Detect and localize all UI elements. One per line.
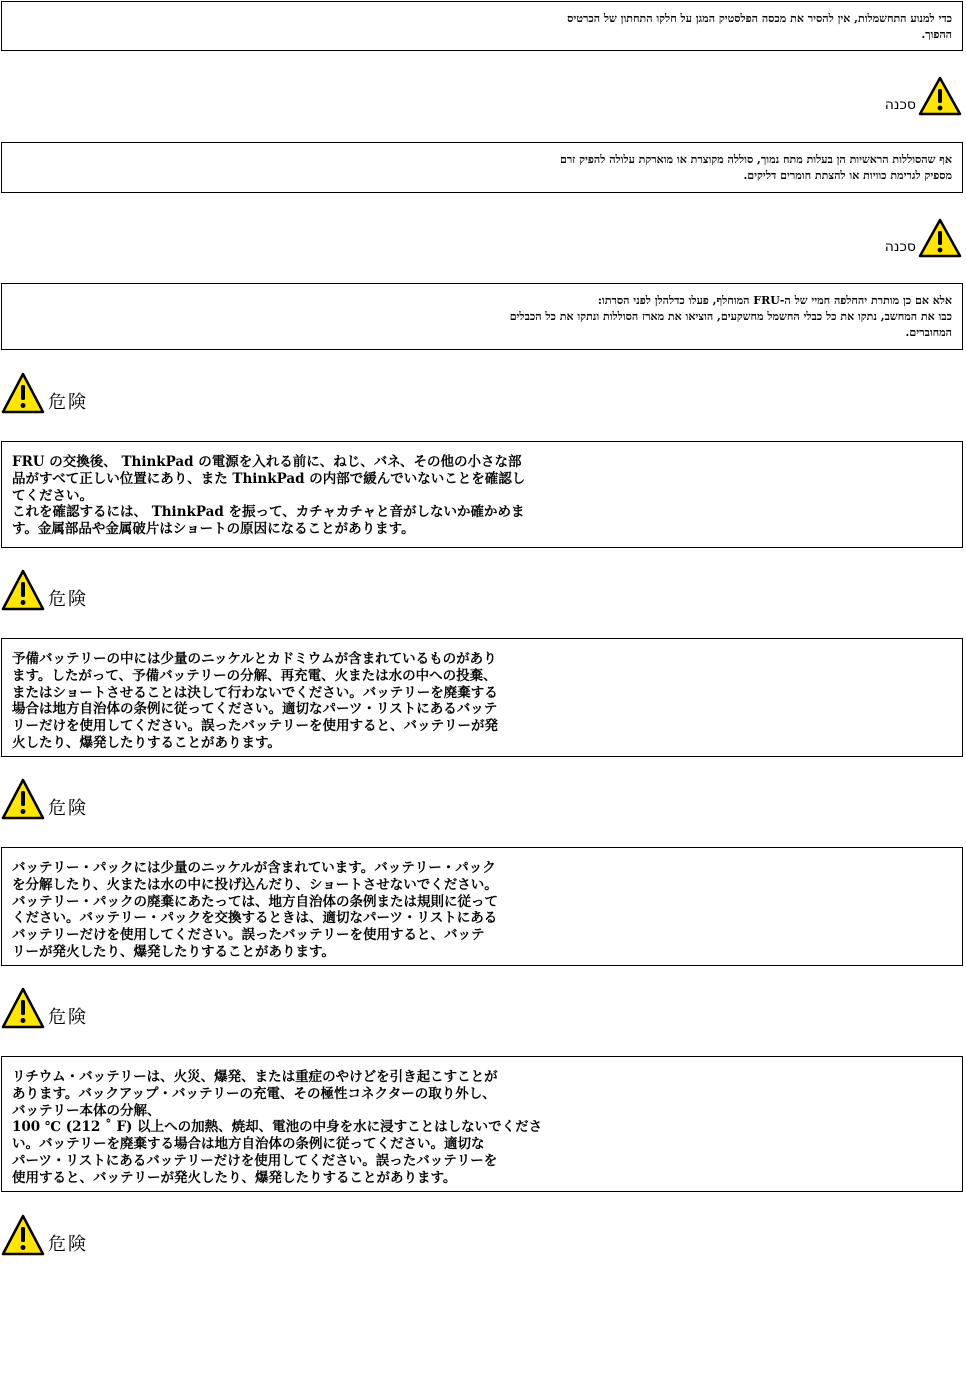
notice-line: כבו את המחשב, נתקו את כל כבלי החשמל מחשקעים, הוציאו את מארז הסוללות ונתקו את כל הכבלים [509, 310, 952, 323]
notice-line: אלא אם כן מותרת יהחלפה חמיי של ה-FRU המוחלף, פעלו כדלהלן לפני הסרתו: [597, 294, 952, 307]
danger-label: 危険 [48, 392, 88, 413]
notice-line: אף שהסוללות הראשיות הן בעלות מתח נמוך, סוללה מקוצרת או מוארקת עלולה להפיק זרם [559, 153, 952, 166]
danger-heading-he-2 [885, 218, 962, 258]
notice-line: てください。 [12, 487, 93, 504]
notice-line: リチウム・バッテリーは、火災、爆発、または重症のやけどを引き起こすことが [12, 1069, 498, 1085]
warning-triangle-icon [1, 569, 45, 611]
notice-line: 品がすべて正しい位置にあり、また ThinkPad の内部で緩んでいないことを確認し [12, 470, 526, 487]
warning-triangle-icon [918, 218, 962, 258]
notice-line: ます。したがって、予備バッテリーの分解、再充電、火または水の中への投棄、 [12, 667, 497, 684]
danger-label: 危険 [48, 1007, 88, 1028]
notice-line: バッテリー・パックの廃棄にあたっては、地方自治体の条例または規則に従って [12, 893, 498, 910]
danger-heading-ja-1 [1, 372, 88, 414]
danger-label: 危険 [48, 798, 88, 819]
danger-label: סכנה [884, 97, 916, 113]
notice-line: ください。バッテリー・パックを交換するときは、適切なパーツ・リストにある [12, 910, 498, 927]
danger-label: 危険 [48, 1234, 88, 1255]
notice-line: ההפוך. [921, 28, 952, 41]
japanese-notice-box-4 [1, 1056, 963, 1192]
notice-line: 使用すると、バッテリーが発火したり、爆発したりすることがあります。 [12, 1169, 457, 1186]
notice-line: מספיק לגרימת כוויות או להצתת חומרים דליקים. [743, 169, 952, 182]
danger-heading-ja-3 [1, 778, 88, 820]
danger-heading-ja-4 [1, 987, 88, 1029]
hebrew-notice-box-1 [1, 1, 963, 51]
warning-triangle-icon [1, 987, 45, 1029]
notice-line: パーツ・リストにあるバッテリーだけを使用してください。誤ったバッテリーを [12, 1152, 498, 1169]
notice-line: 予備バッテリーの中には少量のニッケルとカドミウムが含まれているものがあり [12, 651, 497, 667]
notice-line: バッテリー本体の分解、 [12, 1102, 161, 1119]
notice-line: כדי למנוע התחשמלות, אין להסיר את מכסה הפלסטיק המגן על חלקו התחתון של הכרטיס [567, 12, 952, 25]
warning-triangle-icon [1, 778, 45, 820]
notice-line: これを確認するには、 ThinkPad を振って、カチャカチャと音がしないか確かめま [12, 504, 525, 521]
japanese-notice-box-3 [1, 847, 963, 966]
notice-line: バッテリー・パックには少量のニッケルが含まれています。バッテリー・パック [12, 860, 496, 876]
danger-heading-ja-2 [1, 569, 88, 611]
warning-triangle-icon [918, 76, 962, 116]
hebrew-notice-box-3 [1, 283, 963, 350]
notice-line: バッテリーだけを使用してください。誤ったバッテリーを使用すると、バッテ [12, 927, 485, 944]
notice-line: またはショートさせることは決して行わないでください。バッテリーを廃棄する [12, 684, 498, 701]
notice-line: い。バッテリーを廃棄する場合は地方自治体の条例に従ってください。適切な [12, 1136, 485, 1153]
notice-line: リーが発火したり、爆発したりすることがあります。 [12, 943, 335, 960]
danger-label: סכנה [884, 239, 916, 255]
notice-line: FRU の交換後、 ThinkPad の電源を入れる前に、ねじ、バネ、その他の小さな部 [12, 454, 522, 470]
notice-line: 場合は地方自治体の条例に従ってください。適切なパーツ・リストにあるバッテ [12, 701, 498, 718]
warning-triangle-icon [1, 1214, 45, 1256]
danger-heading-ja-5 [1, 1214, 88, 1256]
notice-line: 火したり、爆発したりすることがあります。 [12, 734, 281, 751]
japanese-notice-box-1 [1, 441, 963, 548]
japanese-notice-box-2 [1, 638, 963, 757]
danger-heading-he-1 [885, 76, 962, 116]
notice-line: המחוברים. [905, 326, 952, 339]
notice-line: リーだけを使用してください。誤ったバッテリーを使用すると、バッテリーが発 [12, 718, 498, 735]
danger-label: 危険 [48, 589, 88, 610]
warning-triangle-icon [1, 372, 45, 414]
notice-line: す。金属部品や金属破片はショートの原因になることがあります。 [12, 521, 415, 538]
notice-line: 100 ℃ (212 ˚ F) 以上への加熱、焼却、電池の中身を水に浸すことはしないでくださ [12, 1119, 543, 1136]
notice-line: を分解したり、火または水の中に投げ込んだり、ショートさせないでください。 [12, 876, 498, 893]
hebrew-notice-box-2 [1, 142, 963, 193]
notice-line: あります。バックアップ・バッテリーの充電、その極性コネクターの取り外し、 [12, 1085, 496, 1102]
